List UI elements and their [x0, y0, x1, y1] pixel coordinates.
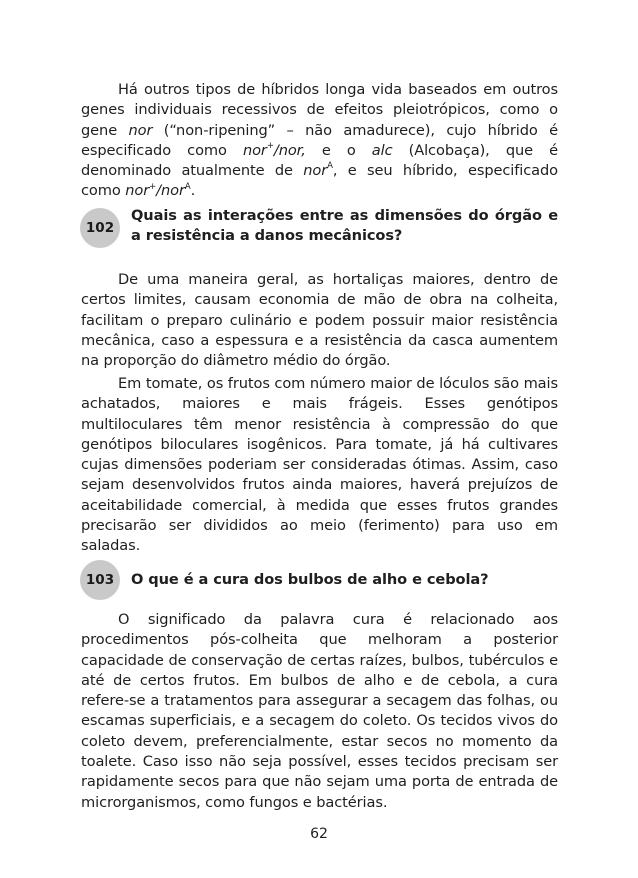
question-102-text: Quais as interações entre as dimensões do órgão e a resistência a danos mecânicos?: [131, 207, 558, 245]
intro-text-3: e o: [305, 141, 372, 159]
intro-text-1: Há outros tipos de híbridos longa vida baseados em outros genes individuais recessivos de efeitos pleiotrópicos, como o gene: [81, 81, 558, 139]
allele-superscript: +: [149, 181, 157, 192]
gene-nor: nor: [303, 162, 328, 180]
intro-paragraph: [81, 80, 558, 202]
page-number: 62: [310, 826, 328, 842]
gene-nor: nor: [242, 141, 267, 159]
intro-text-2: (“non-ripening” – não amadurece), cujo híbrido é especificado como: [81, 121, 559, 159]
answer-102-paragraph-2: Em tomate, os frutos com número maior de lóculos são mais achatados, maiores e mais frágeis. Esses genótipos multiloculares têm menor resistência à compressão do que genótipos biloculares isogênicos. Para tomate, já há cultivares cujas dimensões poderiam ser consideradas ótimas. Assim, caso sejam desenvolvidos frutos ainda maiores, haverá prejuízos de aceitabilidade comercial, à medida que esses frutos grandes precisarão ser divididos ao meio (ferimento) para uso em saladas.: [81, 375, 558, 555]
allele-superscript: +: [266, 141, 274, 152]
question-number-badge: 102: [80, 208, 120, 248]
gene-alc: alc: [371, 141, 393, 159]
intro-text-5: , e seu híbrido, especificado como: [81, 162, 559, 200]
question-103-text: O que é a cura dos bulbos de alho e cebola?: [131, 571, 489, 588]
intro-text-6: .: [190, 182, 196, 200]
allele-superscript: A: [184, 181, 191, 192]
intro-text-4: (Alcobaça), que é denominado atualmente de: [81, 141, 558, 180]
question-number-badge: 103: [80, 560, 120, 600]
gene-nor: nor: [125, 182, 150, 200]
answer-102-paragraph-1: De uma maneira geral, as hortaliças maiores, dentro de certos limites, causam economia de mão de obra na colheita, facilitam o preparo culinário e podem possuir maior resistência mecânica, caso a espessura e a resistência da casca aumentem na proporção do diâmetro médio do órgão.: [81, 271, 558, 370]
gene-nor: nor: [128, 121, 153, 139]
answer-103-paragraph: O significado da palavra cura é relacionado aos procedimentos pós-colheita que melhoram a posterior capacidade de conservação de certas raízes, bulbos, tubérculos e até de certos frutos. Em bulbos de alho e de cebola, a cura refere-se a tratamentos para assegurar a secagem das folhas, ou escamas superficiais, e a secagem do coleto. Os tecidos vivos do coleto devem, preferencialmente, estar secos no momento da toalete. Caso isso não seja possível, esses tecidos precisam ser rapidamente secos para que não sejam uma porta de entrada de microrganismos, como fungos e bactérias.: [81, 611, 558, 811]
gene-nor: /nor: [156, 182, 185, 200]
gene-nor: /nor,: [273, 141, 306, 159]
allele-superscript: A: [327, 161, 333, 172]
